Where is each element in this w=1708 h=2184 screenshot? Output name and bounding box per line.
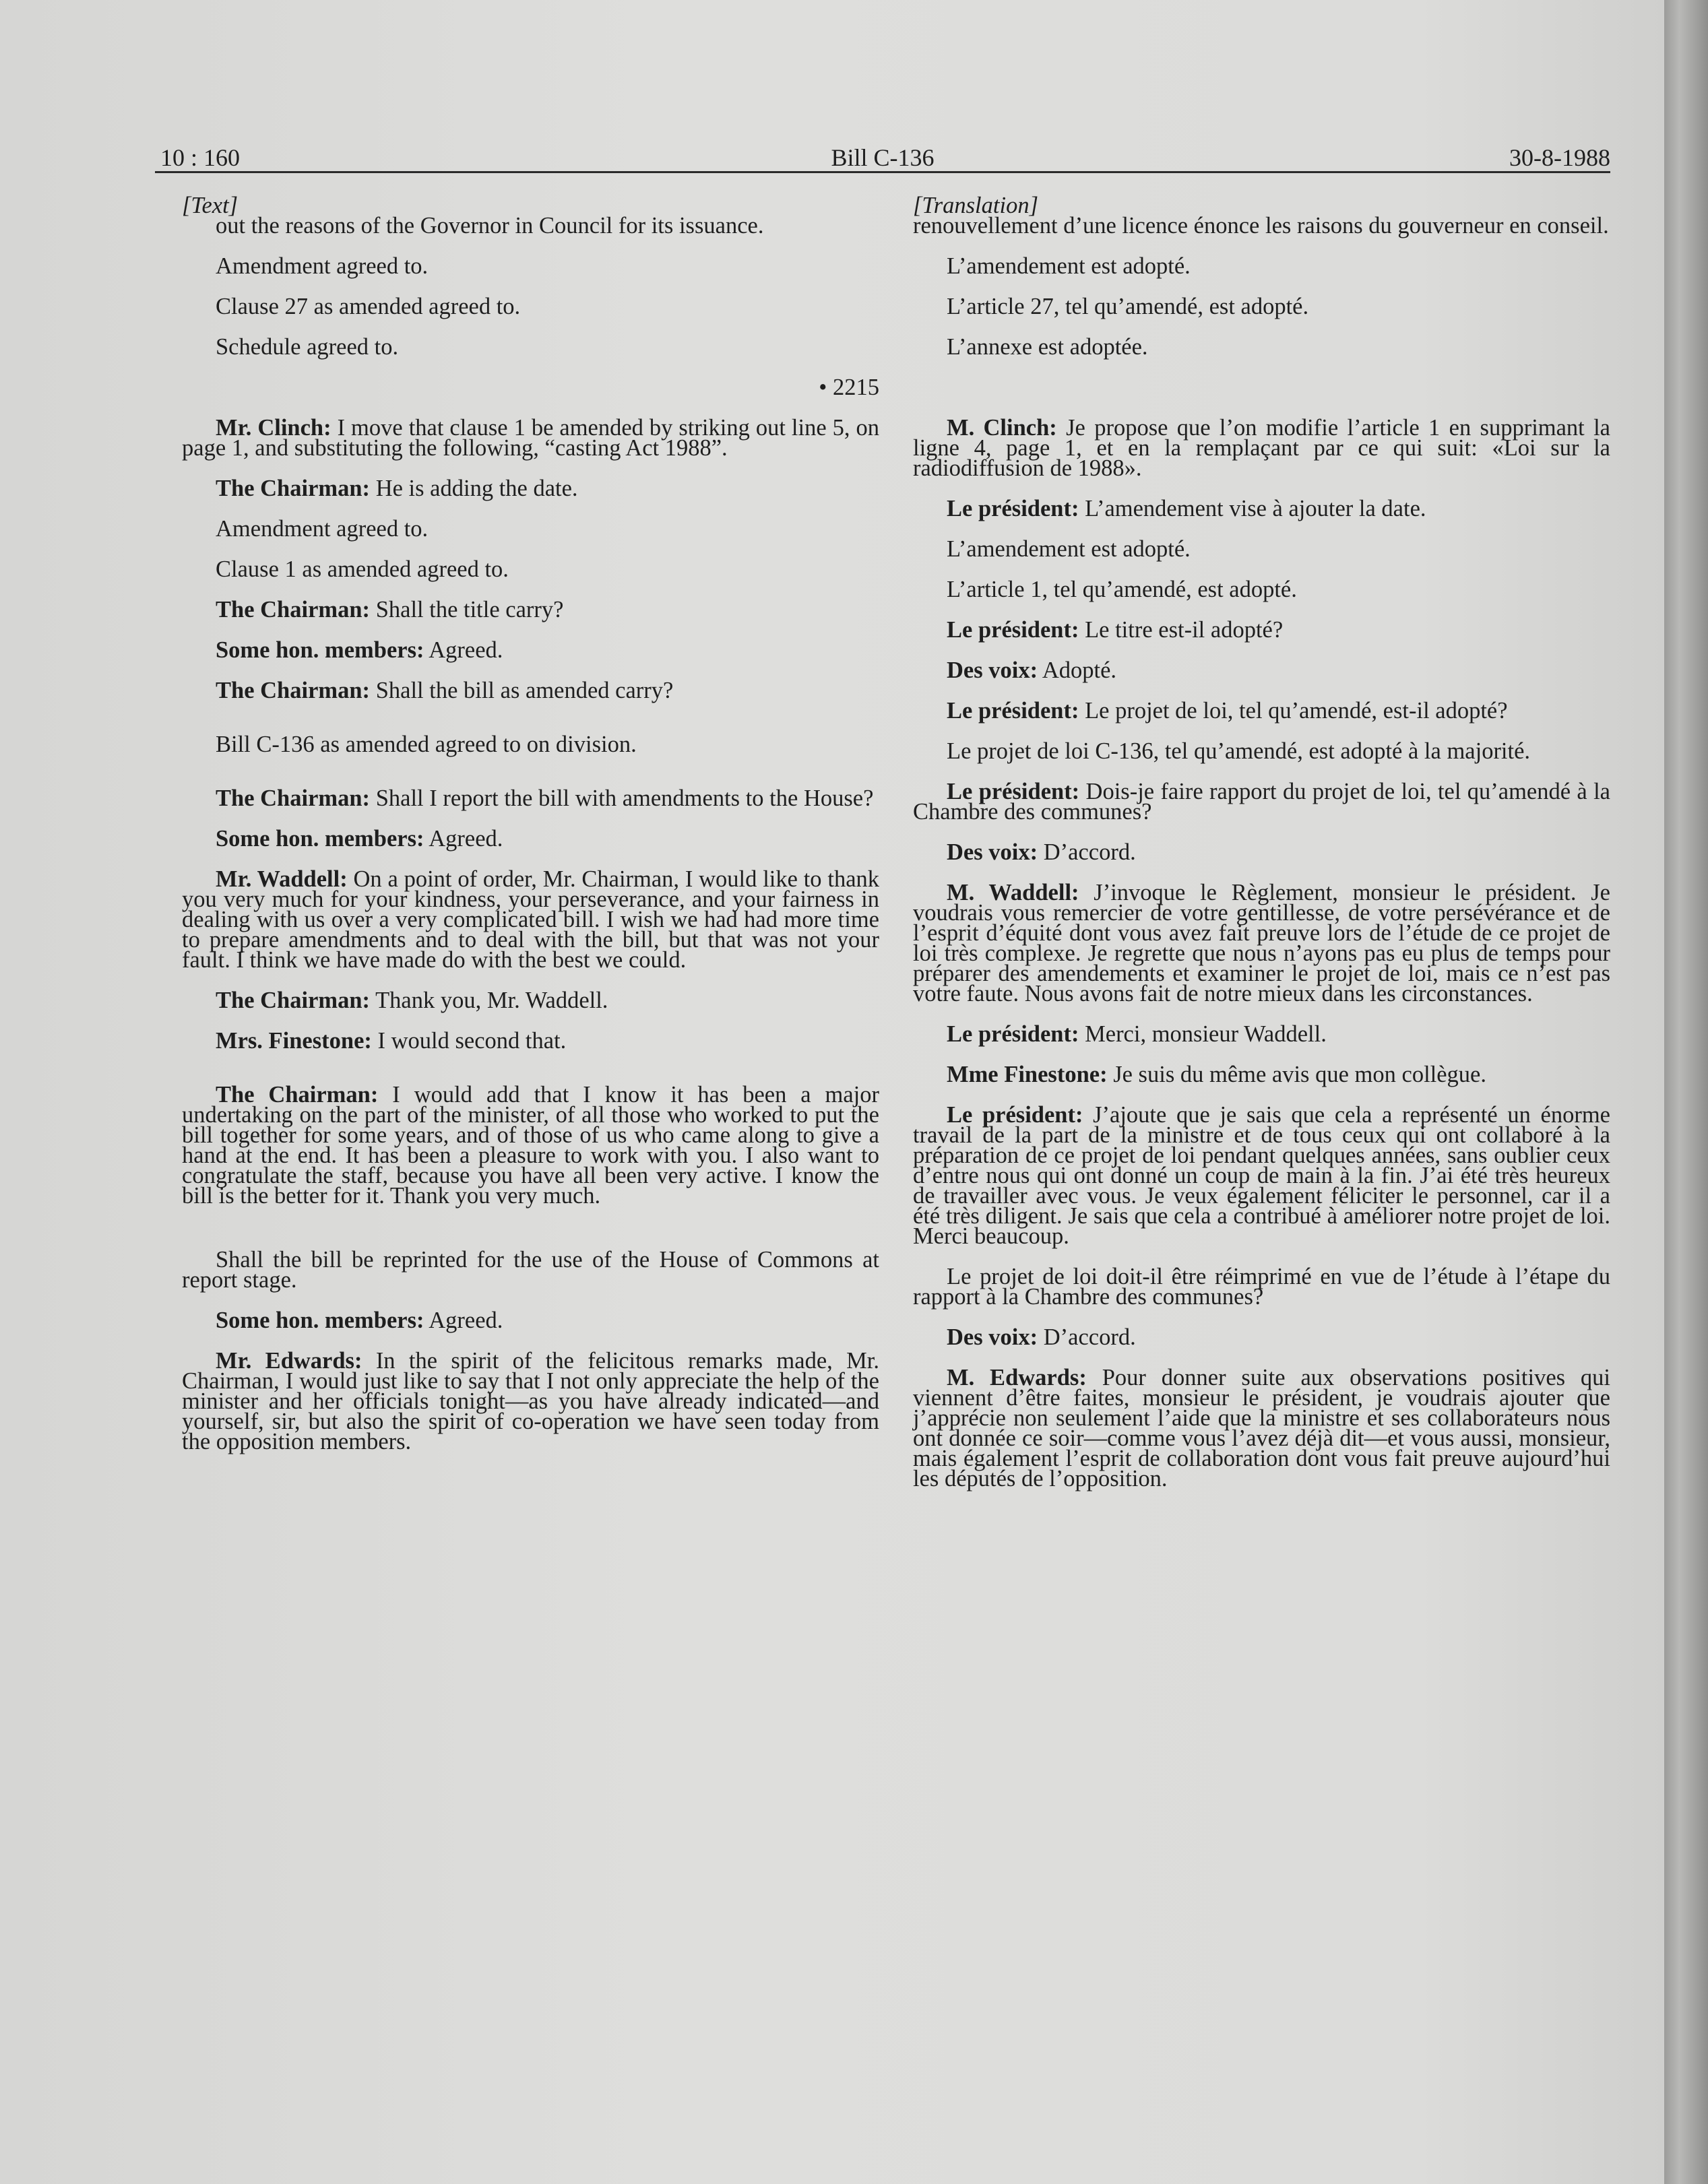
paragraph: L’article 27, tel qu’amendé, est adopté. — [947, 294, 1309, 319]
speech-text: Je suis du même avis que mon collègue. — [1107, 1062, 1486, 1087]
text-tag: [Text] — [182, 193, 239, 218]
speech-text: Dois-je faire rapport du projet de loi, tel qu’amendé à la Chambre des communes? — [913, 779, 1610, 825]
speaker-name: Some hon. members: — [216, 1308, 424, 1333]
speaker-name: The Chairman: — [216, 1082, 379, 1107]
paragraph: Amendment agreed to. — [216, 516, 429, 542]
french-column — [913, 195, 1610, 1509]
speaker-name: The Chairman: — [216, 678, 371, 703]
paragraph: Clause 27 as amended agreed to. — [216, 294, 521, 319]
speech — [913, 882, 1610, 1004]
speech — [182, 415, 879, 461]
speech-text: Le titre est-il adopté? — [1079, 617, 1284, 643]
page-reference: 10 : 160 — [160, 144, 241, 171]
speech — [182, 1082, 879, 1209]
speech-text: Shall I report the bill with amendments to the House? — [370, 785, 874, 811]
speech-text: In the spirit of the felicitous remarks made, Mr. Chairman, I would just like to say that I not only appreciate the help of the minister and her officials tonight—as you have already indicated—and yourself, sir, but also the spirit of co-operation we have seen today from the opposition members. — [182, 1348, 879, 1454]
speech — [913, 1365, 1611, 1491]
speech — [913, 657, 1610, 683]
english-column — [182, 195, 879, 1472]
paragraph: Le projet de loi doit-il être réimprimé en vue de l’étude à l’étape du rapport à la Chambre des communes? — [913, 1264, 1610, 1310]
paragraph: L’annexe est adoptée. — [947, 334, 1148, 360]
bill-title: Bill C-136 — [831, 144, 935, 171]
speech-text: Merci, monsieur Waddell. — [1079, 1021, 1327, 1047]
paragraph: out the reasons of the Governor in Council for its issuance. — [216, 213, 764, 238]
speech — [182, 826, 879, 852]
translation-tag: [Translation] — [913, 193, 1038, 218]
speaker-name: Des voix: — [947, 839, 1038, 865]
page-edge-shadow — [1664, 0, 1708, 2184]
speaker-name: The Chairman: — [216, 988, 371, 1013]
paragraph: L’amendement est adopté. — [947, 536, 1191, 562]
speaker-name: Mr. Waddell: — [216, 866, 348, 892]
speech-text: Agreed. — [424, 826, 503, 852]
speech — [182, 637, 879, 663]
page-header — [155, 138, 1610, 173]
speech-text: J’invoque le Règlement, monsieur le président. Je voudrais vous remercier de votre gentillesse, de votre persévérance et de l’esprit d’équité dont vous avez fait preuve lors de l’étude de ce projet de loi très complexe. Je regrette que nous n’ayons pas eu plus de temps pour préparer des amendements et examiner le projet de loi, mais ce n’est pas votre faute. Nous avons fait de notre mieux dans les circonstances. — [913, 880, 1610, 1006]
speaker-name: The Chairman: — [216, 785, 371, 811]
speaker-name: M. Edwards: — [947, 1365, 1087, 1390]
speech — [913, 415, 1610, 481]
speech — [182, 988, 879, 1013]
speech-text: I would add that I know it has been a major undertaking on the part of the minister, of all those who worked to put the bill together for some years, and of those of us who came along to give a hand at the end. It has been a pleasure to work with you. I also want to congratulate the staff, because you have all been very active. I know the bill is the better for it. Thank you very much. — [182, 1082, 879, 1209]
speaker-name: Le président: — [947, 1021, 1079, 1047]
speaker-name: Mme Finestone: — [947, 1062, 1108, 1087]
speaker-name: Some hon. members: — [216, 826, 424, 852]
speaker-name: Some hon. members: — [216, 637, 424, 663]
speech — [182, 866, 880, 973]
speech-text: He is adding the date. — [370, 476, 578, 501]
paragraph: Amendment agreed to. — [216, 253, 429, 279]
speech-text: I would second that. — [371, 1028, 567, 1054]
speech — [182, 1348, 879, 1454]
speech-text: Thank you, Mr. Waddell. — [370, 988, 608, 1013]
speech — [913, 698, 1610, 724]
speech-text: Shall the title carry? — [370, 597, 564, 622]
speech-text: D’accord. — [1038, 1324, 1136, 1350]
speech-text: On a point of order, Mr. Chairman, I would like to thank you very much for your kindness, your perseverance, and your fairness in dealing with us over a very complicated bill. I wish we had had more time to prepare amendments and to deal with the bill, but that was not your fault. I think we have made do with the best we could. — [182, 866, 880, 973]
speech — [913, 617, 1610, 643]
speech-text: Agreed. — [424, 637, 503, 663]
speech-text: D’accord. — [1038, 839, 1136, 865]
speech-text: J’ajoute que je sais que cela a représenté un énorme travail de la part de la ministre et de tous ceux qui ont collaboré à la préparation de ce projet de loi pendant quelques années, sans oublier ceux d’entre nous qui ont donné un coup de main à la fin. J’ai été très heureux de travailler avec vous. Je veux également féliciter le personnel, car il a été très diligent. Je sais que cela a contribué à améliorer notre projet de loi. Merci beaucoup. — [913, 1102, 1610, 1249]
speaker-name: Mrs. Finestone: — [216, 1028, 372, 1054]
paragraph: Shall the bill be reprinted for the use of the House of Commons at report stage. — [182, 1247, 879, 1293]
speaker-name: Mr. Edwards: — [216, 1348, 362, 1374]
speech-text: L’amendement vise à ajouter la date. — [1079, 496, 1426, 521]
speech — [182, 785, 879, 811]
speech — [913, 1102, 1610, 1249]
header-date: 30-8-1988 — [1509, 144, 1610, 171]
speaker-name: Le président: — [947, 698, 1079, 724]
speech — [913, 839, 1610, 865]
speaker-name: Des voix: — [947, 1324, 1038, 1350]
speaker-name: Le président: — [947, 779, 1080, 804]
speaker-name: The Chairman: — [216, 597, 371, 622]
paragraph: Bill C-136 as amended agreed to on division. — [216, 732, 637, 757]
speech — [913, 1064, 1610, 1085]
speaker-name: Le président: — [947, 496, 1079, 521]
speech-text: I move that clause 1 be amended by striking out line 5, on page 1, and substituting the following, “casting Act 1988”. — [182, 415, 879, 461]
speaker-name: The Chairman: — [216, 476, 371, 501]
speech-text: Adopté. — [1038, 657, 1117, 683]
speech — [913, 1324, 1610, 1350]
speech — [913, 779, 1610, 825]
speech — [182, 1308, 879, 1333]
header-rule — [155, 171, 1610, 173]
speech — [182, 1028, 879, 1054]
paragraph: Le projet de loi C-136, tel qu’amendé, est adopté à la majorité. — [947, 738, 1531, 764]
speaker-name: Le président: — [947, 1102, 1083, 1128]
speaker-name: Mr. Clinch: — [216, 415, 331, 441]
time-marker: • 2215 — [819, 375, 879, 400]
paragraph: renouvellement d’une licence énonce les raisons du gouverneur en conseil. — [913, 213, 1609, 238]
paragraph: L’article 1, tel qu’amendé, est adopté. — [947, 577, 1297, 602]
speech — [182, 680, 879, 701]
speaker-name: Le président: — [947, 617, 1079, 643]
speech — [913, 1021, 1610, 1047]
speech — [182, 478, 879, 499]
speech-text: Pour donner suite aux observations positives qui viennent d’être faites, monsieur le président, je voudrais ajouter que j’apprécie non seulement l’aide que la ministre et ses collaborateurs nous ont donnée ce soir—comme vous l’avez déjà dit—et vous aussi, monsieur, mais également l’esprit de collaboration dont vous fait preuve aujourd’hui les députés de l’opposition. — [913, 1365, 1611, 1491]
speech-text: Le projet de loi, tel qu’amendé, est-il adopté? — [1079, 698, 1508, 724]
paragraph: Clause 1 as amended agreed to. — [216, 556, 509, 582]
paragraph: L’amendement est adopté. — [947, 253, 1191, 279]
paragraph: Schedule agreed to. — [216, 334, 399, 360]
speaker-name: M. Waddell: — [947, 880, 1079, 905]
speaker-name: Des voix: — [947, 657, 1038, 683]
speaker-name: M. Clinch: — [947, 415, 1057, 441]
speech — [913, 496, 1610, 521]
speech-text: Agreed. — [424, 1308, 503, 1333]
speech — [182, 597, 879, 622]
speech-text: Shall the bill as amended carry? — [370, 678, 674, 703]
speech-text: Je propose que l’on modifie l’article 1 en supprimant la ligne 4, page 1, et en la remplaçant par ce qui suit: «Loi sur la radiodiffusion de 1988». — [913, 415, 1610, 481]
